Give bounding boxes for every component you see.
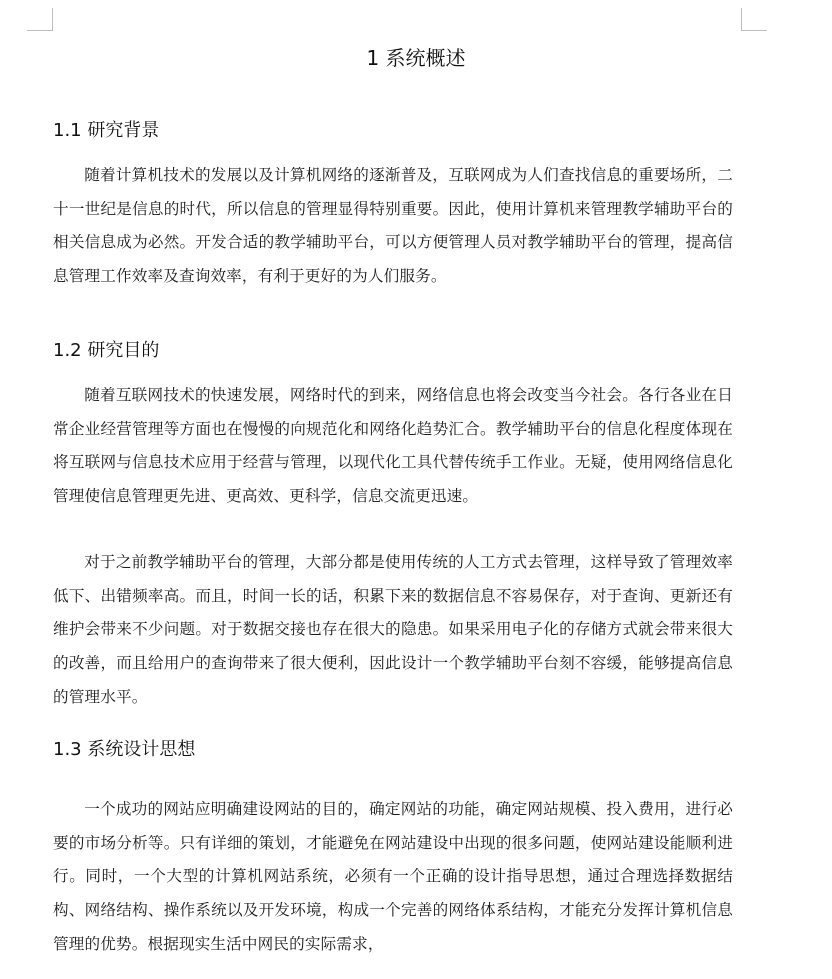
section-heading-1-2: 1.2 研究目的 — [53, 340, 160, 361]
section-heading-1-1: 1.1 研究背景 — [53, 120, 160, 141]
section-heading-1-3: 1.3 系统设计思想 — [53, 739, 196, 760]
paragraph-1-2-2: 对于之前教学辅助平台的管理，大部分都是使用传统的人工方式去管理，这样导致了管理效率低下、出错频率高。而且，时间一长的话，积累下来的数据信息不容易保存，对于查询、更新还有维护会带来不少问题。对于数据交接也存在很大的隐患。如果采用电子化的存储方式就会带来很大的改善，而且给用户的查询带来了很大便利，因此设计一个教学辅助平台刻不容缓，能够提高信息的管理水平。 — [53, 553, 733, 706]
paragraph-1-2-1: 随着互联网技术的快速发展，网络时代的到来，网络信息也将会改变当今社会。各行各业在日常企业经营管理等方面也在慢慢的向规范化和网络化趋势汇合。教学辅助平台的信息化程度体现在将互联网与信息技术应用于经营与管理，以现代化工具代替传统手工作业。无疑，使用网络信息化管理使信息管理更先进、更高效、更科学，信息交流更迅速。 — [53, 386, 733, 506]
paragraph-1-1-1: 随着计算机技术的发展以及计算机网络的逐渐普及，互联网成为人们查找信息的重要场所，二十一世纪是信息的时代，所以信息的管理显得特别重要。因此，使用计算机来管理教学辅助平台的相关信息成为必然。开发合适的教学辅助平台，可以方便管理人员对教学辅助平台的管理，提高信息管理工作效率及查询效率，有利于更好的为人们服务。 — [53, 166, 733, 286]
chapter-title: 1 系统概述 — [366, 46, 466, 70]
crop-mark-top-right — [741, 8, 767, 31]
crop-mark-top-left — [27, 8, 53, 31]
paragraph-1-3-1: 一个成功的网站应明确建设网站的目的，确定网站的功能，确定网站规模、投入费用，进行必要的市场分析等。只有详细的策划，才能避免在网站建设中出现的很多问题，使网站建设能顺利进行。同时，一个大型的计算机网站系统，必须有一个正确的设计指导思想，通过合理选择数据结构、网络结构、操作系统以及开发环境，构成一个完善的网络体系结构，才能充分发挥计算机信息管理的优势。根据现实生活中网民的实际需求， — [53, 800, 733, 953]
